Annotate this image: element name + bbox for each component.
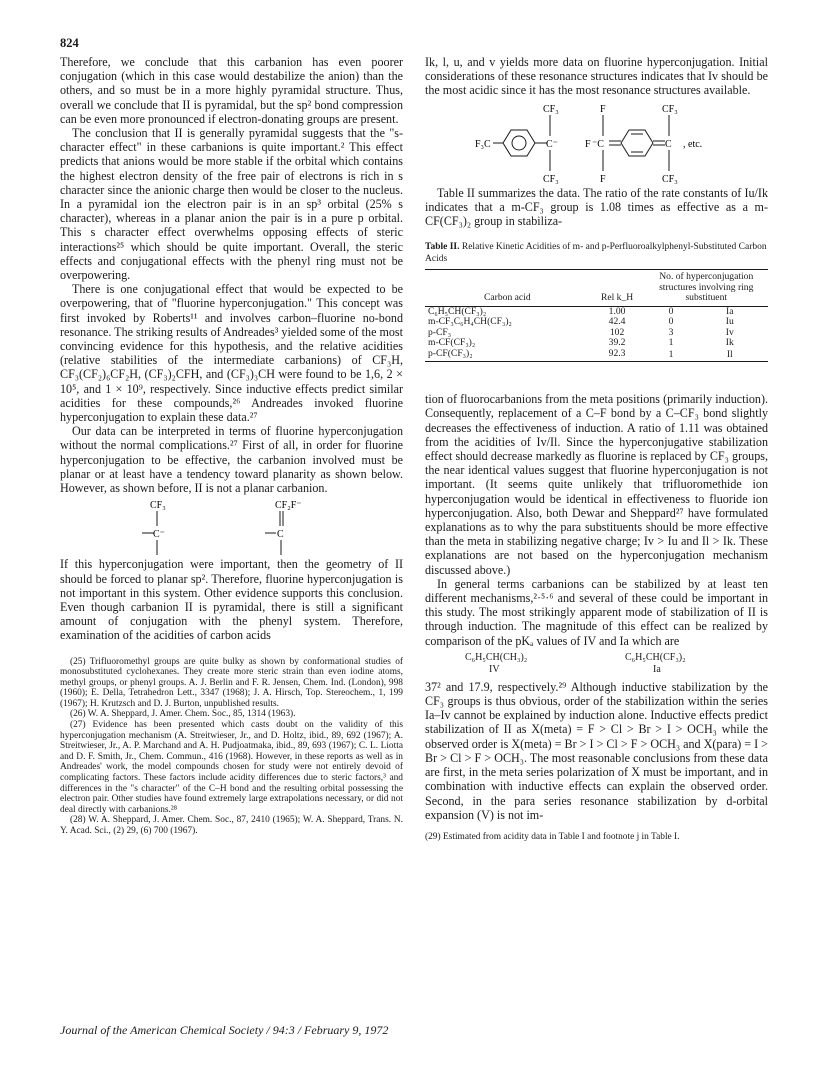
cf3-label: CF₃ [543, 103, 559, 115]
column-header: Rel k_H [600, 292, 634, 304]
carbon-acid-cell: p-CF(CF₃)₂ [425, 349, 590, 362]
page-number: 824 [60, 36, 79, 50]
compound-label: Ia [653, 663, 661, 675]
rel-k-cell: 39.2 [608, 337, 626, 349]
paragraph: There is one conjugational effect that would be expected to be overpowering, that of "fluorine hyperconjugation." This concept was first invoked by Roberts¹¹ and involves carbon–fluorine no-bond resonance. The striking results of Andreades³ yielded some of the most convincing evidence for this hypothesis, and the relative acidities (relative stabilities of the intermediate carbanions) of CF₃H, CF₃(CF₂)₆CF₂H, (CF₃)₂CFH, and (CF₃)₃CH were found to be 1,6, 2 × 10⁵, and 1 × 10⁹, respectively. Since inductive effects predict similar acidities for these compounds,²⁶ Andreades invoked fluorine hyperconjugation to explain these data.²⁷ [60, 282, 403, 425]
table-row [425, 328, 768, 339]
cf3-label: CF₃ [662, 103, 678, 115]
carbon-acid-cell: m-CF(CF₃)₂ [428, 337, 476, 349]
cf3-label: CF₃ [662, 173, 678, 185]
footnotes [60, 657, 403, 837]
footnote: (25) Trifluoromethyl groups are quite bulky as shown by conformational studies of monosubstituted cyclohexanes. They create more steric strain than even iodine atoms, methyl groups, or phenyl groups. A. J. Berlin and F. R. Jensen, Chem. Ind. (London), 998 (1960); E. Della, Tetrahedron Lett., 3347 (1968); J. A. Hirsch, Top. Stereochem., 1, 199 (1967); H. Krutzsch and D. J. Burton, unpublished results. [60, 656, 403, 709]
rel-k-cell: 92.3 [590, 349, 645, 362]
structure-count: 0 [668, 305, 674, 317]
paragraph: Our data can be interpreted in terms of fluorine hyperconjugation without the normal complications.²⁷ First of all, in order for fluorine hyperconjugation to be effective, the carbanion involved must be planar or at least have a tendency toward planarity as shown below. However, as shown before, II is not a planar carbanion. [60, 424, 403, 496]
carbanion-label: C⁻ [546, 138, 558, 150]
table-title [425, 242, 768, 265]
footnote: (26) W. A. Sheppard, J. Amer. Chem. Soc., 85, 1314 (1963). [70, 709, 296, 720]
paragraph: If this hyperconjugation were important, then the geometry of II should be forced to planar sp². Therefore, fluorine hyperconjugation is not important in this system. Other evidence supports this conclusion. Even though carbanion II is pyramidal, there is still a significant amount of conjugation with the phenyl system. Therefore, examination of the acidities of carbon acids [60, 557, 403, 643]
compound-id: Iv [725, 326, 734, 338]
paragraph: In general terms carbanions can be stabilized by at least ten different mechanisms,²·⁵·⁶ and several of these could be important in this study. The most strikingly apparent mode of stabilization of II is through induction. The magnitude of this effect can be realized by comparison of the pKₐ values of IV and Ia which are [425, 576, 768, 648]
compound-comparison [425, 648, 768, 680]
cf2f-label: CF₂F⁻ [275, 500, 302, 512]
carbon-acid-cell: p-CF₃ [428, 326, 452, 338]
table-row [425, 338, 768, 349]
compound-id: Ik [725, 337, 734, 349]
carbon-acid-cell: C₆H₅CH(CF₃)₂ [428, 305, 487, 317]
table-title-label: Table II. [425, 242, 460, 253]
table-ii [425, 242, 768, 362]
paragraph: 37² and 17.9, respectively.²⁹ Although inductive stabilization by the CF₃ groups is thus obvious, order of the stabilization within the series Ia–Iv cannot be explained by induction alone. Inductive effects predict stabilization of II as X(meta) = F > Cl > Br > I > OCH₃ while the observed order is X(meta) = Br > I > Cl > F > OCH₃ and X(para) = I > Br > Cl > F > OCH₃. The most reasonable conclusions from these data are first, in the meta series polarization of X must be important, and in combination with inductive effects can explain the observed order. Second, in the para series resonance stabilization by d-orbital expansion (V) is not im- [425, 679, 768, 822]
structures-cell [645, 317, 769, 328]
structures-cell [645, 306, 769, 317]
resonance-structures [425, 98, 768, 186]
compound-id: Iu [725, 316, 734, 328]
structure-count: 3 [668, 326, 674, 338]
compound-id: Il [726, 348, 733, 360]
table-row [425, 349, 768, 362]
carbon-label: C [665, 138, 672, 150]
carbon-acid-cell: m-CF₃C₆H₄CH(CF₃)₂ [428, 316, 512, 328]
paragraph: The conclusion that II is generally pyramidal suggests that the "s-character effect" in these carbanions is quite important.² This effect predicts that anions would be more stable if the orbital which contains the highest electron density of the free pair of electrons is rich in s character since the anionic charge then would be closer to the nucleus. In a pyramidal ion the electron pair is in an sp³ orbital (25% s character), whereas in a planar anion the pair is in a pure p orbital. This s character effect overwhelms opposing effects of steric interactions²⁵ which should be quite important. Overall, the steric effects and conjugational effects with the phenyl ring must not be overpowering. [60, 126, 403, 283]
etc-label: , etc. [683, 138, 703, 150]
structures-cell [645, 328, 769, 339]
cf3-label: CF₃ [150, 500, 166, 512]
paragraph: Table II summarizes the data. The ratio of the rate constants of Iu/Ik indicates that a m-CF₃ group is 1.08 times as effective as a m-CF(CF₃)₂ group in stabiliza- [425, 185, 768, 229]
compound-id: Ia [726, 305, 734, 317]
paragraph: tion of fluorocarbanions from the meta positions (primarily induction). Consequently, replacement of a C–F bond by a C–CF₃ bond slightly decreases the effectiveness of induction. A ratio of 1.11 was obtained from the acidities of Iv/Il. Since the hyperconjugative stabilization effect should decrease markedly as fluorine is replaced by CF₃ groups, the near identical values suggest that fluorine hyperconjugation is not important. (It seems quite unlikely that trifluoromethide ion hyperconjugation would be identical in effectiveness to fluoride ion hyperconjugation. Also, both Dewar and Sheppard²⁷ have formulated explanations as to why the para substituents should be more effective than the meta in stabilizing negative charge; Iv > Iu and Il > Ik. These explanations are not based on the hyperconjugation mechanism discussed above.) [425, 392, 768, 577]
table-row [425, 317, 768, 328]
structures-cell [645, 338, 769, 349]
footnote: (27) Evidence has been presented which casts doubt on the validity of this hyperconjugation mechanism (A. Streitwieser, Jr., and D. Holtz, ibid., 89, 692 (1967); A. Streitwieser, Jr., A. P. Marchand and A. H. Pudjoatmaka, ibid., 89, 693 (1967); C. L. Liotta and D. F. Smith, Jr., Chem. Commun., 416 (1968). However, in these reports as well as in Andreades' work, the model compounds chosen for study were not entirely devoid of complicating factors. These factors include acidity differences due to steric factors,³ and differences in the "s character" of the C–H bond and the resulting orbital possessing the electron pair. Other studies have found extremely large extrapolations necessary, or did not deal directly with carbanions.²⁸ [60, 720, 403, 815]
footnote: (29) Estimated from acidity data in Table I and footnote j in Table I. [425, 831, 680, 842]
table-body [425, 306, 768, 362]
resonance-figure [425, 98, 768, 186]
right-column [425, 55, 768, 843]
carbon-label: C [277, 529, 284, 541]
structures-cell [645, 349, 769, 362]
paragraph: Therefore, we conclude that this carbanion has even poorer conjugation (which in this case would destabilize the anion) than the others, and so must be in a more highly pyramidal structure. Thus, overall we conclude that II is pyramidal, but the sp² bond compression can be even more pronounced if electron-donating groups are present. [60, 55, 403, 126]
column-header: No. of hyperconjugation structures involving ring substituent [659, 271, 754, 304]
left-column [60, 55, 403, 837]
fluorine-label: F [600, 103, 606, 115]
acidity-table [425, 269, 768, 362]
hyperconjugation-figure [60, 495, 403, 557]
rel-k-cell: 102 [609, 326, 625, 338]
paragraph: Ik, l, u, and v yields more data on fluorine hyperconjugation. Initial considerations of these resonance structures indicates that Iv should be the most acidic since it has the most resonance structures available. [425, 55, 768, 98]
compound-formula: C₆H₅CH(CH₃)₂ [465, 651, 528, 663]
footnote: (28) W. A. Sheppard, J. Amer. Chem. Soc., 87, 2410 (1965); W. A. Sheppard, Trans. N. Y. Acad. Sci., (2) 29, (6) 700 (1967). [60, 815, 403, 837]
carbanion-label: C⁻ [153, 529, 165, 541]
structure-count: 1 [668, 337, 674, 349]
table-title-text: Relative Kinetic Acidities of m- and p-Perfluoroalkylphenyl-Substituted Carbon Acids [425, 242, 767, 264]
rel-k-cell: 42.4 [608, 316, 626, 328]
fluorine-label: F [585, 138, 591, 150]
benzene-ring-icon [503, 130, 535, 156]
cf3-label: CF₃ [543, 173, 559, 185]
compound-label: IV [489, 663, 500, 675]
compound-formula: C₆H₅CH(CF₃)₂ [625, 651, 686, 663]
column-header: Carbon acid [484, 292, 531, 304]
fluorine-label: F [600, 173, 606, 185]
hyperconjugation-structures [60, 495, 403, 557]
carbon-label: ⁻C [592, 138, 604, 150]
rel-k-cell: 1.00 [608, 305, 626, 317]
f3c-label: F₃C [475, 138, 491, 150]
structure-count: 1 [668, 348, 674, 360]
structure-count: 0 [668, 316, 674, 328]
journal-footer: Journal of the American Chemical Society / 94:3 / February 9, 1972 [60, 1023, 389, 1037]
